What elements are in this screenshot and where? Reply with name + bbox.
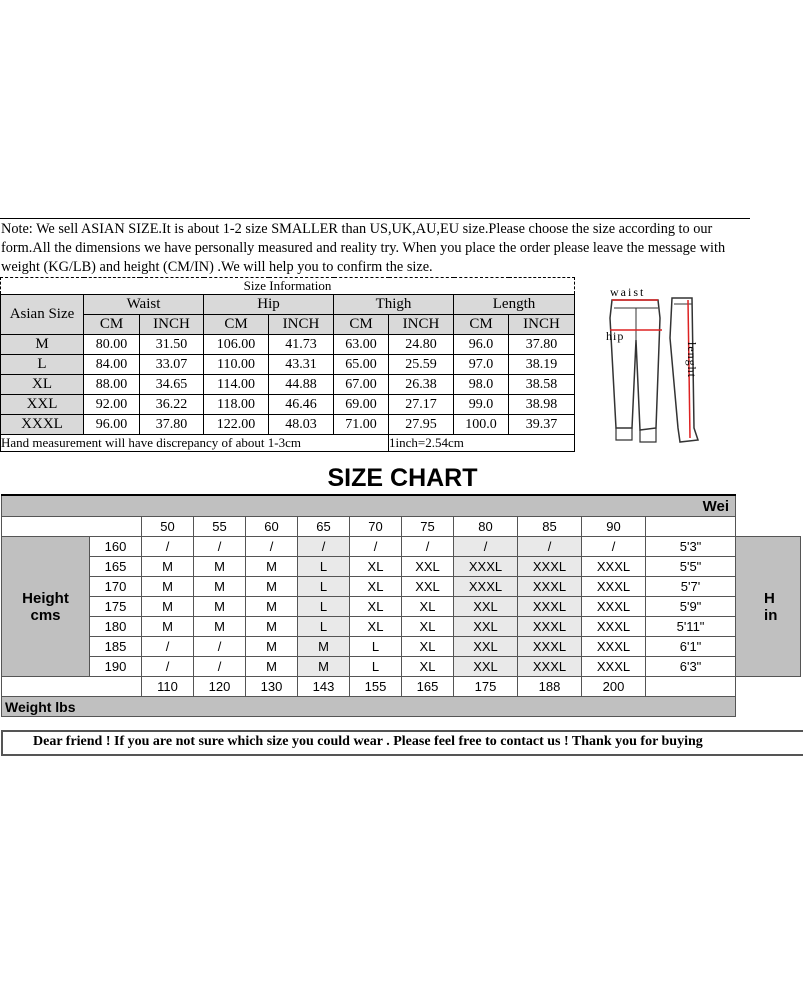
measurement-value: 106.00	[204, 335, 269, 355]
weight-kg-value: 50	[142, 517, 194, 537]
height-cm-value: 160	[90, 537, 142, 557]
size-cell: XXL	[454, 597, 518, 617]
size-row	[1, 375, 575, 395]
weight-kg-value: 65	[298, 517, 350, 537]
measurement-value: 99.0	[454, 395, 509, 415]
height-row	[2, 557, 801, 577]
measurement-value: 43.31	[269, 355, 334, 375]
weight-kg-value: 70	[350, 517, 402, 537]
measurement-value: 97.0	[454, 355, 509, 375]
size-note	[0, 218, 750, 277]
height-inches-label	[736, 537, 801, 677]
measurement-value: 110.00	[204, 355, 269, 375]
weight-kg-value: 60	[246, 517, 298, 537]
size-cell: XXXL	[582, 637, 646, 657]
cms-label: cms	[30, 606, 61, 624]
lbs-row-blank	[2, 677, 142, 697]
measurement-value: 44.88	[269, 375, 334, 395]
size-cell: /	[402, 537, 454, 557]
size-cell: XXL	[454, 657, 518, 677]
size-cell: XL	[402, 617, 454, 637]
measurement-value: 114.00	[204, 375, 269, 395]
size-cell: /	[350, 537, 402, 557]
height-ft-value: 5'7'	[646, 577, 736, 597]
size-cell: M	[246, 557, 298, 577]
unit-inch: INCH	[269, 315, 334, 335]
weight-lbs-value: 130	[246, 677, 298, 697]
unit-cm: CM	[454, 315, 509, 335]
height-ft-value: 5'9"	[646, 597, 736, 617]
height-row	[2, 597, 801, 617]
weight-kg-value: 55	[194, 517, 246, 537]
size-cell: XL	[350, 557, 402, 577]
measurement-value: 36.22	[140, 395, 204, 415]
height-ft-value: 6'1"	[646, 637, 736, 657]
size-cell: M	[298, 657, 350, 677]
size-cell: M	[298, 637, 350, 657]
height-right-label: H	[764, 589, 775, 607]
size-cell: XXXL	[518, 657, 582, 677]
unit-inch: INCH	[389, 315, 454, 335]
size-cell: /	[142, 657, 194, 677]
size-cell: XXL	[402, 557, 454, 577]
height-cm-value: 180	[90, 617, 142, 637]
size-row	[1, 395, 575, 415]
measurement-value: 38.58	[509, 375, 575, 395]
size-cell: L	[350, 657, 402, 677]
size-cell: XXXL	[454, 577, 518, 597]
size-cell: XL	[402, 657, 454, 677]
size-cell: XXXL	[518, 617, 582, 637]
weight-kg-value: 75	[402, 517, 454, 537]
weight-lbs-value: 143	[298, 677, 350, 697]
unit-inch: INCH	[140, 315, 204, 335]
size-chart-title: SIZE CHART	[327, 464, 478, 492]
measurement-value: 37.80	[509, 335, 575, 355]
unit-inch: INCH	[509, 315, 575, 335]
measurement-value: 84.00	[84, 355, 140, 375]
height-row	[2, 657, 801, 677]
measurement-value: 48.03	[269, 415, 334, 435]
unit-cm: CM	[84, 315, 140, 335]
weight-kg-header: Wei	[2, 495, 736, 517]
measurement-value: 98.0	[454, 375, 509, 395]
weight-lbs-label: Weight lbs	[2, 697, 736, 717]
hip-label: hip	[606, 329, 625, 343]
measurement-value: 46.46	[269, 395, 334, 415]
measurement-value: 122.00	[204, 415, 269, 435]
waist-label: waist	[610, 285, 646, 299]
height-cms-label	[2, 537, 90, 677]
size-cell: XL	[350, 617, 402, 637]
size-information-title: Size Information	[1, 278, 575, 295]
size-information-table	[0, 277, 575, 452]
size-cell: M	[142, 597, 194, 617]
waist-header: Waist	[84, 295, 204, 315]
height-row	[2, 637, 801, 657]
height-row	[2, 617, 801, 637]
size-cell: /	[142, 637, 194, 657]
size-cell: M	[194, 557, 246, 577]
size-cell: /	[194, 537, 246, 557]
size-cell: L	[298, 597, 350, 617]
size-cell: M	[246, 657, 298, 677]
height-ft-value: 5'3"	[646, 537, 736, 557]
unit-cm: CM	[204, 315, 269, 335]
size-cell: M	[142, 557, 194, 577]
height-ft-value: 5'11"	[646, 617, 736, 637]
measurement-value: 69.00	[334, 395, 389, 415]
size-label: M	[1, 335, 84, 355]
thigh-header: Thigh	[334, 295, 454, 315]
size-cell: XXXL	[518, 577, 582, 597]
unit-cm: CM	[334, 315, 389, 335]
note-line-2: form.All the dimensions we have personally measured and reality try. When you place the order please leave the message with	[1, 240, 726, 256]
kg-row-blank	[2, 517, 142, 537]
length-header: Length	[454, 295, 575, 315]
size-cell: L	[298, 617, 350, 637]
measurement-value: 27.95	[389, 415, 454, 435]
size-cell: M	[246, 597, 298, 617]
size-cell: L	[298, 577, 350, 597]
measurement-value: 26.38	[389, 375, 454, 395]
measurement-value: 25.59	[389, 355, 454, 375]
height-cm-value: 175	[90, 597, 142, 617]
weight-lbs-value: 200	[582, 677, 646, 697]
weight-lbs-value: 175	[454, 677, 518, 697]
height-row	[2, 577, 801, 597]
pants-measurement-diagram	[576, 278, 750, 460]
height-cm-value: 185	[90, 637, 142, 657]
weight-kg-value: 85	[518, 517, 582, 537]
weight-kg-value: 90	[582, 517, 646, 537]
size-cell: XXL	[454, 637, 518, 657]
kg-row-blank-right	[646, 517, 736, 537]
size-cell: /	[454, 537, 518, 557]
measurement-value: 38.98	[509, 395, 575, 415]
hip-header: Hip	[204, 295, 334, 315]
size-cell: /	[194, 637, 246, 657]
size-cell: XL	[350, 577, 402, 597]
size-cell: /	[194, 657, 246, 677]
measurement-value: 63.00	[334, 335, 389, 355]
size-row	[1, 415, 575, 435]
weight-lbs-value: 110	[142, 677, 194, 697]
size-label: XXL	[1, 395, 84, 415]
measurement-value: 34.65	[140, 375, 204, 395]
measurement-value: 96.00	[84, 415, 140, 435]
measurement-value: 65.00	[334, 355, 389, 375]
height-ft-value: 6'3"	[646, 657, 736, 677]
measurement-value: 118.00	[204, 395, 269, 415]
size-cell: L	[350, 637, 402, 657]
size-cell: XXXL	[518, 637, 582, 657]
size-cell: M	[142, 617, 194, 637]
weight-kg-value: 80	[454, 517, 518, 537]
inch-conversion: 1inch=2.54cm	[389, 435, 575, 452]
weight-lbs-value: 120	[194, 677, 246, 697]
size-cell: XXXL	[582, 617, 646, 637]
measurement-value: 37.80	[140, 415, 204, 435]
size-cell: XXXL	[582, 657, 646, 677]
measurement-value: 96.0	[454, 335, 509, 355]
height-cm-value: 190	[90, 657, 142, 677]
contact-footer-text: Dear friend ! If you are not sure which size you could wear . Please feel free to contact us ! Thank you for buying	[33, 734, 703, 749]
measurement-value: 31.50	[140, 335, 204, 355]
height-label: Height	[22, 589, 69, 607]
size-cell: M	[246, 617, 298, 637]
size-cell: XXXL	[518, 597, 582, 617]
size-cell: /	[142, 537, 194, 557]
weight-lbs-value: 165	[402, 677, 454, 697]
inches-right-label: in	[764, 606, 778, 624]
size-cell: /	[518, 537, 582, 557]
measurement-value: 38.19	[509, 355, 575, 375]
size-cell: XL	[402, 597, 454, 617]
height-row	[2, 537, 801, 557]
size-cell: M	[194, 617, 246, 637]
size-cell: M	[194, 597, 246, 617]
size-cell: /	[246, 537, 298, 557]
size-cell: M	[246, 637, 298, 657]
size-cell: XL	[402, 637, 454, 657]
size-chart-table	[1, 494, 801, 717]
height-cm-value: 165	[90, 557, 142, 577]
size-cell: M	[194, 577, 246, 597]
pants-illustration	[576, 278, 750, 460]
measurement-value: 71.00	[334, 415, 389, 435]
lbs-row-blank-right	[646, 677, 736, 697]
size-cell: L	[298, 557, 350, 577]
size-cell: XXXL	[454, 557, 518, 577]
measurement-value: 33.07	[140, 355, 204, 375]
size-label: XL	[1, 375, 84, 395]
size-cell: XXXL	[582, 577, 646, 597]
measurement-value: 88.00	[84, 375, 140, 395]
length-label: lenght	[685, 342, 699, 378]
size-cell: /	[298, 537, 350, 557]
measurement-footnote: Hand measurement will have discrepancy of about 1-3cm	[1, 435, 389, 452]
size-cell: XXXL	[582, 597, 646, 617]
size-label: L	[1, 355, 84, 375]
note-line-1: Note: We sell ASIAN SIZE.It is about 1-2 size SMALLER than US,UK,AU,EU size.Please choose the size according to our	[1, 221, 713, 237]
asian-size-header: Asian Size	[1, 295, 84, 335]
contact-footer	[1, 730, 803, 756]
measurement-value: 92.00	[84, 395, 140, 415]
size-cell: M	[246, 577, 298, 597]
measurement-value: 24.80	[389, 335, 454, 355]
size-cell: XXL	[402, 577, 454, 597]
measurement-value: 27.17	[389, 395, 454, 415]
measurement-value: 39.37	[509, 415, 575, 435]
size-row	[1, 355, 575, 375]
size-cell: XXL	[454, 617, 518, 637]
weight-lbs-value: 188	[518, 677, 582, 697]
size-cell: /	[582, 537, 646, 557]
note-line-3: weight (KG/LB) and height (CM/IN) .We will help you to confirm the size.	[1, 259, 433, 275]
measurement-value: 67.00	[334, 375, 389, 395]
size-row	[1, 335, 575, 355]
measurement-value: 100.0	[454, 415, 509, 435]
size-cell: M	[142, 577, 194, 597]
size-cell: XL	[350, 597, 402, 617]
size-label: XXXL	[1, 415, 84, 435]
size-cell: XXXL	[518, 557, 582, 577]
height-ft-value: 5'5"	[646, 557, 736, 577]
measurement-value: 41.73	[269, 335, 334, 355]
weight-lbs-value: 155	[350, 677, 402, 697]
height-cm-value: 170	[90, 577, 142, 597]
size-cell: XXXL	[582, 557, 646, 577]
measurement-value: 80.00	[84, 335, 140, 355]
